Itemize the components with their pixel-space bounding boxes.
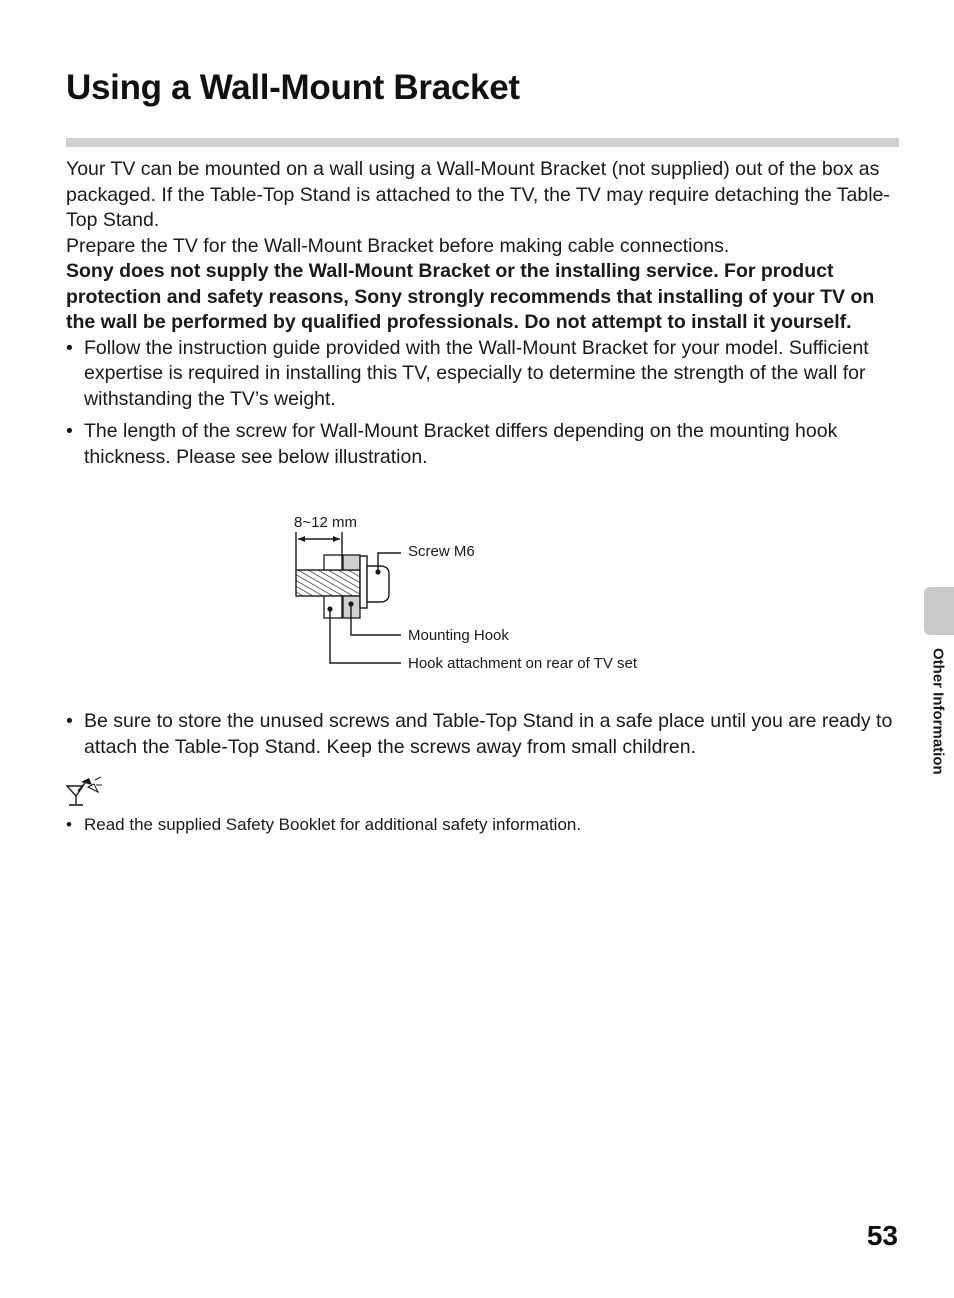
safety-warning: Sony does not supply the Wall-Mount Bracket or the installing service. For product protection and safety reasons, Sony strongly recommends that installing of your TV on the wall be performed by qualified professionals. Do not attempt to install it yourself. (66, 260, 875, 333)
bullet-list-2-container (66, 709, 900, 760)
list-item-text: Follow the instruction guide provided with the Wall-Mount Bracket for your model. Sufficient expertise is required in installing this TV, especially to determine the strength of the wall for withstanding the TV’s weight. (84, 336, 869, 410)
note-list (66, 814, 900, 836)
dimension-label: 8~12 mm (294, 514, 357, 531)
note-section (66, 814, 900, 836)
bullet-glyph: • (66, 336, 73, 359)
label-screw: Screw M6 (408, 543, 475, 560)
bullet-glyph: • (66, 710, 73, 732)
list-item (66, 336, 900, 413)
label-hook-attachment: Hook attachment on rear of TV set (408, 655, 638, 672)
list-item-text: The length of the screw for Wall-Mount Bracket differs depending on the mounting hook thickness. Please see below illustration. (84, 420, 838, 468)
list-item (66, 709, 900, 760)
bullet-glyph: • (66, 420, 73, 442)
tip-lamp-icon (64, 776, 104, 808)
screw-illustration (296, 555, 389, 618)
list-item (66, 814, 900, 836)
intro-paragraph-1: Your TV can be mounted on a wall using a Wall-Mount Bracket (not supplied) out of the box as packaged. If the Table-Top Stand is attached to the TV, the TV may require detaching the Table-Top Stand. (66, 158, 890, 231)
dimension-indicator (294, 514, 357, 570)
page-title: Using a Wall-Mount Bracket (66, 68, 520, 107)
page-number: 53 (866, 1220, 898, 1251)
main-content (66, 157, 900, 470)
list-item (66, 419, 900, 470)
bullet-glyph: • (66, 815, 72, 834)
section-tab (924, 587, 954, 635)
title-rule (66, 138, 899, 147)
bullet-list-2 (66, 709, 900, 760)
leader-lines (330, 553, 401, 663)
bullet-list-1 (66, 336, 900, 471)
note-text: Read the supplied Safety Booklet for additional safety information. (84, 815, 582, 834)
section-tab-label: Other Information (929, 648, 947, 775)
list-item-text: Be sure to store the unused screws and Table-Top Stand in a safe place until you are ready to attach the Table-Top Stand. Keep the screws away from small children. (84, 710, 893, 758)
label-mounting-hook: Mounting Hook (408, 627, 509, 644)
intro-paragraph-2: Prepare the TV for the Wall-Mount Bracket before making cable connections. (66, 234, 730, 257)
